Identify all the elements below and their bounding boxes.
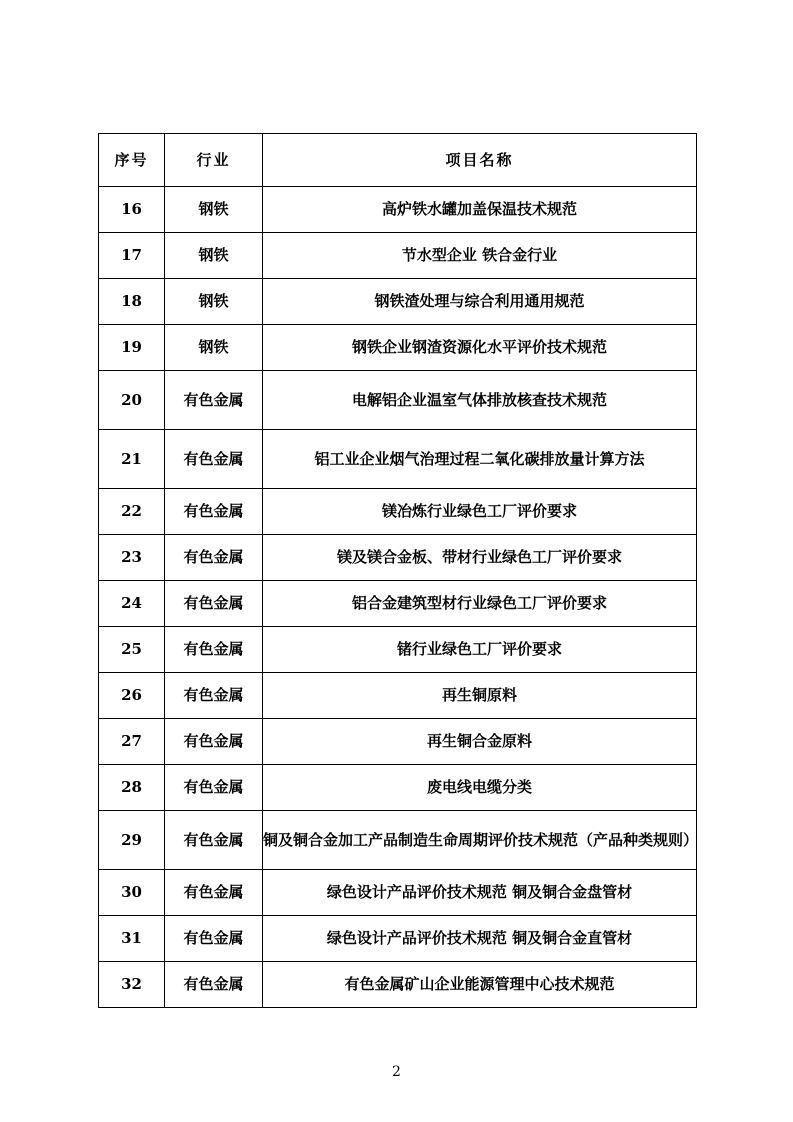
cell-name: 钢铁渣处理与综合利用通用规范	[263, 279, 697, 325]
cell-name: 再生铜合金原料	[263, 719, 697, 765]
cell-industry: 有色金属	[165, 489, 263, 535]
cell-industry: 有色金属	[165, 870, 263, 916]
cell-industry: 有色金属	[165, 673, 263, 719]
cell-industry: 有色金属	[165, 765, 263, 811]
cell-name: 铝合金建筑型材行业绿色工厂评价要求	[263, 581, 697, 627]
table-row	[99, 535, 697, 581]
table-row	[99, 371, 697, 430]
cell-industry: 有色金属	[165, 581, 263, 627]
table-row	[99, 233, 697, 279]
column-header-industry: 行业	[165, 134, 263, 187]
cell-name: 铜及铜合金加工产品制造生命周期评价技术规范（产品种类规则）	[263, 811, 697, 870]
table-row	[99, 673, 697, 719]
cell-industry: 有色金属	[165, 627, 263, 673]
table-row	[99, 581, 697, 627]
table-row	[99, 279, 697, 325]
cell-no: 18	[99, 279, 165, 325]
cell-industry: 有色金属	[165, 916, 263, 962]
cell-no: 17	[99, 233, 165, 279]
cell-no: 28	[99, 765, 165, 811]
column-header-name: 项目名称	[263, 134, 697, 187]
table-row	[99, 719, 697, 765]
table-row	[99, 187, 697, 233]
cell-no: 16	[99, 187, 165, 233]
cell-name: 电解铝企业温室气体排放核查技术规范	[263, 371, 697, 430]
table-row	[99, 430, 697, 489]
cell-no: 29	[99, 811, 165, 870]
cell-name: 有色金属矿山企业能源管理中心技术规范	[263, 962, 697, 1008]
cell-name: 绿色设计产品评价技术规范 铜及铜合金盘管材	[263, 870, 697, 916]
table-header	[99, 134, 697, 187]
table-row	[99, 811, 697, 870]
cell-industry: 有色金属	[165, 535, 263, 581]
page-number: 2	[392, 1064, 401, 1080]
table-row	[99, 765, 697, 811]
cell-no: 22	[99, 489, 165, 535]
cell-name: 镁及镁合金板、带材行业绿色工厂评价要求	[263, 535, 697, 581]
cell-industry: 钢铁	[165, 187, 263, 233]
cell-industry: 钢铁	[165, 279, 263, 325]
cell-name: 再生铜原料	[263, 673, 697, 719]
cell-no: 30	[99, 870, 165, 916]
cell-no: 27	[99, 719, 165, 765]
table-row	[99, 962, 697, 1008]
cell-no: 24	[99, 581, 165, 627]
cell-industry: 有色金属	[165, 962, 263, 1008]
cell-name: 锗行业绿色工厂评价要求	[263, 627, 697, 673]
cell-no: 32	[99, 962, 165, 1008]
cell-name: 钢铁企业钢渣资源化水平评价技术规范	[263, 325, 697, 371]
cell-name: 镁冶炼行业绿色工厂评价要求	[263, 489, 697, 535]
cell-industry: 有色金属	[165, 811, 263, 870]
standards-table-container	[98, 133, 699, 1008]
column-header-no: 序号	[99, 134, 165, 187]
cell-industry: 钢铁	[165, 233, 263, 279]
cell-name: 绿色设计产品评价技术规范 铜及铜合金直管材	[263, 916, 697, 962]
cell-industry: 钢铁	[165, 325, 263, 371]
cell-no: 23	[99, 535, 165, 581]
cell-no: 25	[99, 627, 165, 673]
table-row	[99, 325, 697, 371]
cell-no: 20	[99, 371, 165, 430]
table-row	[99, 627, 697, 673]
table-header-row	[99, 134, 697, 187]
cell-industry: 有色金属	[165, 430, 263, 489]
cell-no: 31	[99, 916, 165, 962]
table-row	[99, 916, 697, 962]
cell-name: 废电线电缆分类	[263, 765, 697, 811]
cell-name: 高炉铁水罐加盖保温技术规范	[263, 187, 697, 233]
cell-name: 铝工业企业烟气治理过程二氧化碳排放量计算方法	[263, 430, 697, 489]
cell-name: 节水型企业 铁合金行业	[263, 233, 697, 279]
table-body	[99, 187, 697, 1008]
cell-industry: 有色金属	[165, 371, 263, 430]
cell-no: 21	[99, 430, 165, 489]
cell-no: 26	[99, 673, 165, 719]
cell-no: 19	[99, 325, 165, 371]
table-row	[99, 489, 697, 535]
table-row	[99, 870, 697, 916]
cell-industry: 有色金属	[165, 719, 263, 765]
standards-table	[98, 133, 697, 1008]
